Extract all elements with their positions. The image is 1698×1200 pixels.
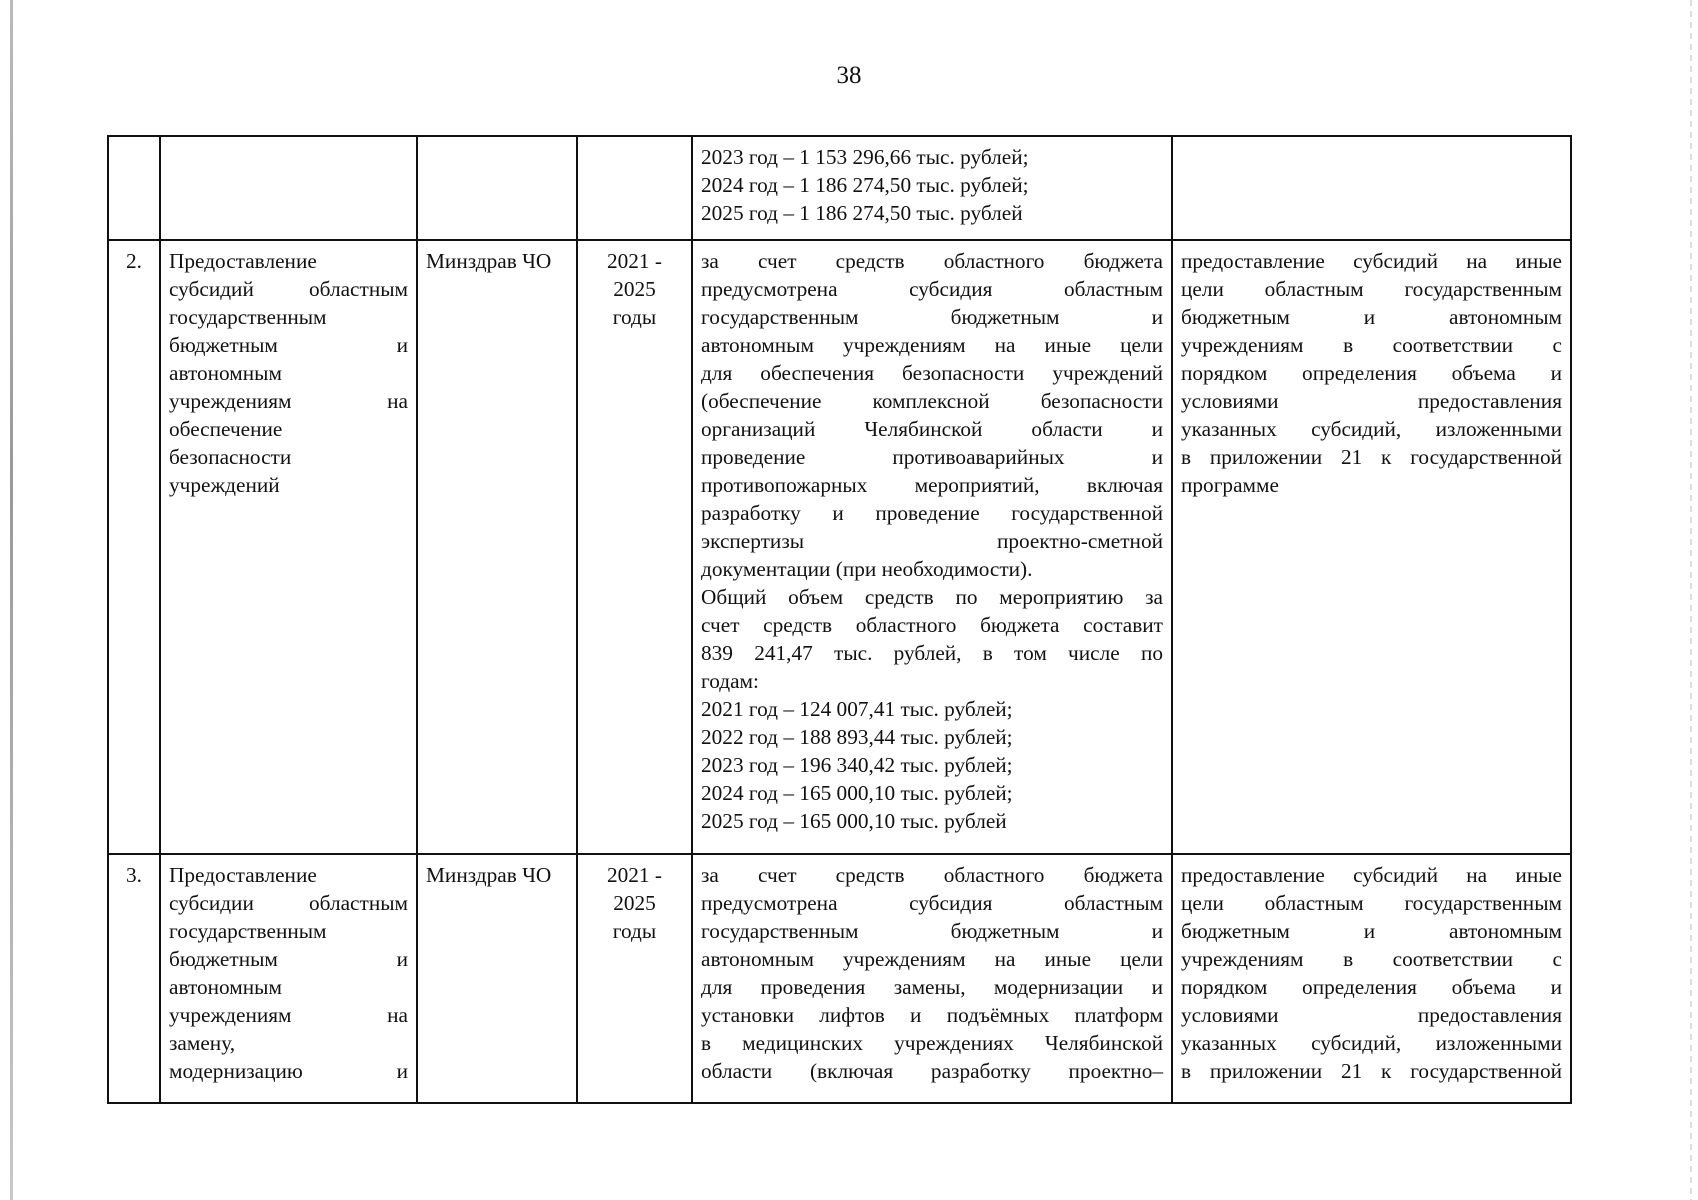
measure-name-line: автономным — [169, 361, 282, 385]
result-line: порядком определения объема и — [1181, 975, 1562, 999]
description-line: автономным учреждениям на иные цели — [701, 333, 1163, 357]
measure-name-line: замену, — [169, 1031, 236, 1055]
result-line: указанных субсидий, изложенными — [1181, 417, 1562, 441]
result-line: в приложении 21 к государственной — [1181, 445, 1562, 469]
description-line: 2024 год – 1 186 274,50 тыс. рублей; — [701, 173, 1029, 197]
description-line: государственным бюджетным и — [701, 305, 1163, 329]
measure-name-line: учреждениям на — [169, 389, 408, 413]
measure-name-cell — [160, 136, 417, 240]
measure-name-line: Предоставление — [169, 249, 317, 273]
result-line: учреждениям в соответствии с — [1181, 947, 1562, 971]
result-cell — [1172, 854, 1571, 1103]
result-line: условиями предоставления — [1181, 1003, 1562, 1027]
measure-name-line: модернизацию и — [169, 1059, 408, 1083]
result-line: условиями предоставления — [1181, 389, 1562, 413]
result-line: предоставление субсидий на иные — [1181, 863, 1562, 887]
description-cell — [692, 136, 1172, 240]
description-line: 2023 год – 196 340,42 тыс. рублей; — [701, 753, 1013, 777]
term-cell — [577, 854, 692, 1103]
description-line: за счет средств областного бюджета — [701, 249, 1163, 273]
page-number: 38 — [836, 62, 862, 89]
term-line: 2021 - — [606, 863, 662, 887]
description-line: 839 241,47 тыс. рублей, в том числе по — [701, 641, 1163, 665]
measure-name-line: учреждений — [169, 473, 280, 497]
description-line: автономным учреждениям на иные цели — [701, 947, 1163, 971]
term-line: годы — [612, 305, 657, 329]
measure-name-line: субсидии областным — [169, 891, 408, 915]
page-binding-edge — [10, 0, 13, 1200]
measure-name-line: Предоставление — [169, 863, 317, 887]
measure-name-line: государственным — [169, 919, 327, 943]
result-line: программе — [1181, 473, 1279, 497]
row-number-cell — [108, 136, 160, 240]
result-line: указанных субсидий, изложенными — [1181, 1031, 1562, 1055]
description-line: 2021 год – 124 007,41 тыс. рублей; — [701, 697, 1013, 721]
description-line: 2025 год – 165 000,10 тыс. рублей — [701, 809, 1007, 833]
description-line: противопожарных мероприятий, включая — [701, 473, 1163, 497]
description-line: экспертизы проектно-сметной — [701, 529, 1163, 553]
term-line: годы — [612, 919, 657, 943]
measures-table — [107, 135, 1572, 1104]
measure-name-line: бюджетным и — [169, 333, 408, 357]
description-line: для проведения замены, модернизации и — [701, 975, 1163, 999]
description-line: для обеспечения безопасности учреждений — [701, 361, 1163, 385]
description-line: счет средств областного бюджета составит — [701, 613, 1163, 637]
executor-cell — [417, 240, 577, 854]
term-cell — [577, 136, 692, 240]
result-cell — [1172, 136, 1571, 240]
description-line: 2025 год – 1 186 274,50 тыс. рублей — [701, 201, 1023, 225]
description-line: предусмотрена субсидия областным — [701, 891, 1163, 915]
description-line: области (включая разработку проектно– — [701, 1059, 1163, 1083]
result-line: бюджетным и автономным — [1181, 305, 1562, 329]
description-line: проведение противоаварийных и — [701, 445, 1163, 469]
row-number: 2. — [126, 249, 142, 273]
result-line: цели областным государственным — [1181, 891, 1562, 915]
row-number-cell — [108, 240, 160, 854]
table-row — [108, 240, 1571, 854]
result-line: цели областным государственным — [1181, 277, 1562, 301]
page-right-edge — [1690, 0, 1692, 1200]
description-cell — [692, 240, 1172, 854]
measure-name-line: обеспечение — [169, 417, 283, 441]
description-line: организаций Челябинской области и — [701, 417, 1163, 441]
table-row — [108, 854, 1571, 1103]
description-line: годам: — [701, 669, 759, 693]
measure-name-line: государственным — [169, 305, 327, 329]
description-line: документации (при необходимости). — [701, 557, 1033, 581]
term-line: 2025 — [613, 277, 656, 301]
term-line: 2025 — [613, 891, 656, 915]
description-line: установки лифтов и подъёмных платформ — [701, 1003, 1163, 1027]
measure-name-line: бюджетным и — [169, 947, 408, 971]
executor-cell — [417, 136, 577, 240]
row-number-cell — [108, 854, 160, 1103]
executor: Минздрав ЧО — [426, 249, 552, 273]
result-line: бюджетным и автономным — [1181, 919, 1562, 943]
description-line: 2022 год – 188 893,44 тыс. рублей; — [701, 725, 1013, 749]
result-cell — [1172, 240, 1571, 854]
measure-name-line: автономным — [169, 975, 282, 999]
result-line: порядком определения объема и — [1181, 361, 1562, 385]
measure-name-line: учреждениям на — [169, 1003, 408, 1027]
description-line: государственным бюджетным и — [701, 919, 1163, 943]
description-line: 2023 год – 1 153 296,66 тыс. рублей; — [701, 145, 1029, 169]
row-number: 3. — [126, 863, 142, 887]
measure-name-cell — [160, 854, 417, 1103]
term-line: 2021 - — [606, 249, 662, 273]
executor-cell — [417, 854, 577, 1103]
description-line: 2024 год – 165 000,10 тыс. рублей; — [701, 781, 1013, 805]
result-line: предоставление субсидий на иные — [1181, 249, 1562, 273]
description-cell — [692, 854, 1172, 1103]
measure-name-line: безопасности — [169, 445, 292, 469]
description-line: в медицинских учреждениях Челябинской — [701, 1031, 1163, 1055]
table-body — [108, 136, 1571, 1103]
term-cell — [577, 240, 692, 854]
result-line: учреждениям в соответствии с — [1181, 333, 1562, 357]
measure-name-cell — [160, 240, 417, 854]
description-line: разработку и проведение государственной — [701, 501, 1163, 525]
description-line: (обеспечение комплексной безопасности — [701, 389, 1163, 413]
table-row — [108, 136, 1571, 240]
description-line: предусмотрена субсидия областным — [701, 277, 1163, 301]
measure-name-line: субсидий областным — [169, 277, 408, 301]
executor: Минздрав ЧО — [426, 863, 552, 887]
result-line: в приложении 21 к государственной — [1181, 1059, 1562, 1083]
description-line: за счет средств областного бюджета — [701, 863, 1163, 887]
description-line: Общий объем средств по мероприятию за — [701, 585, 1163, 609]
